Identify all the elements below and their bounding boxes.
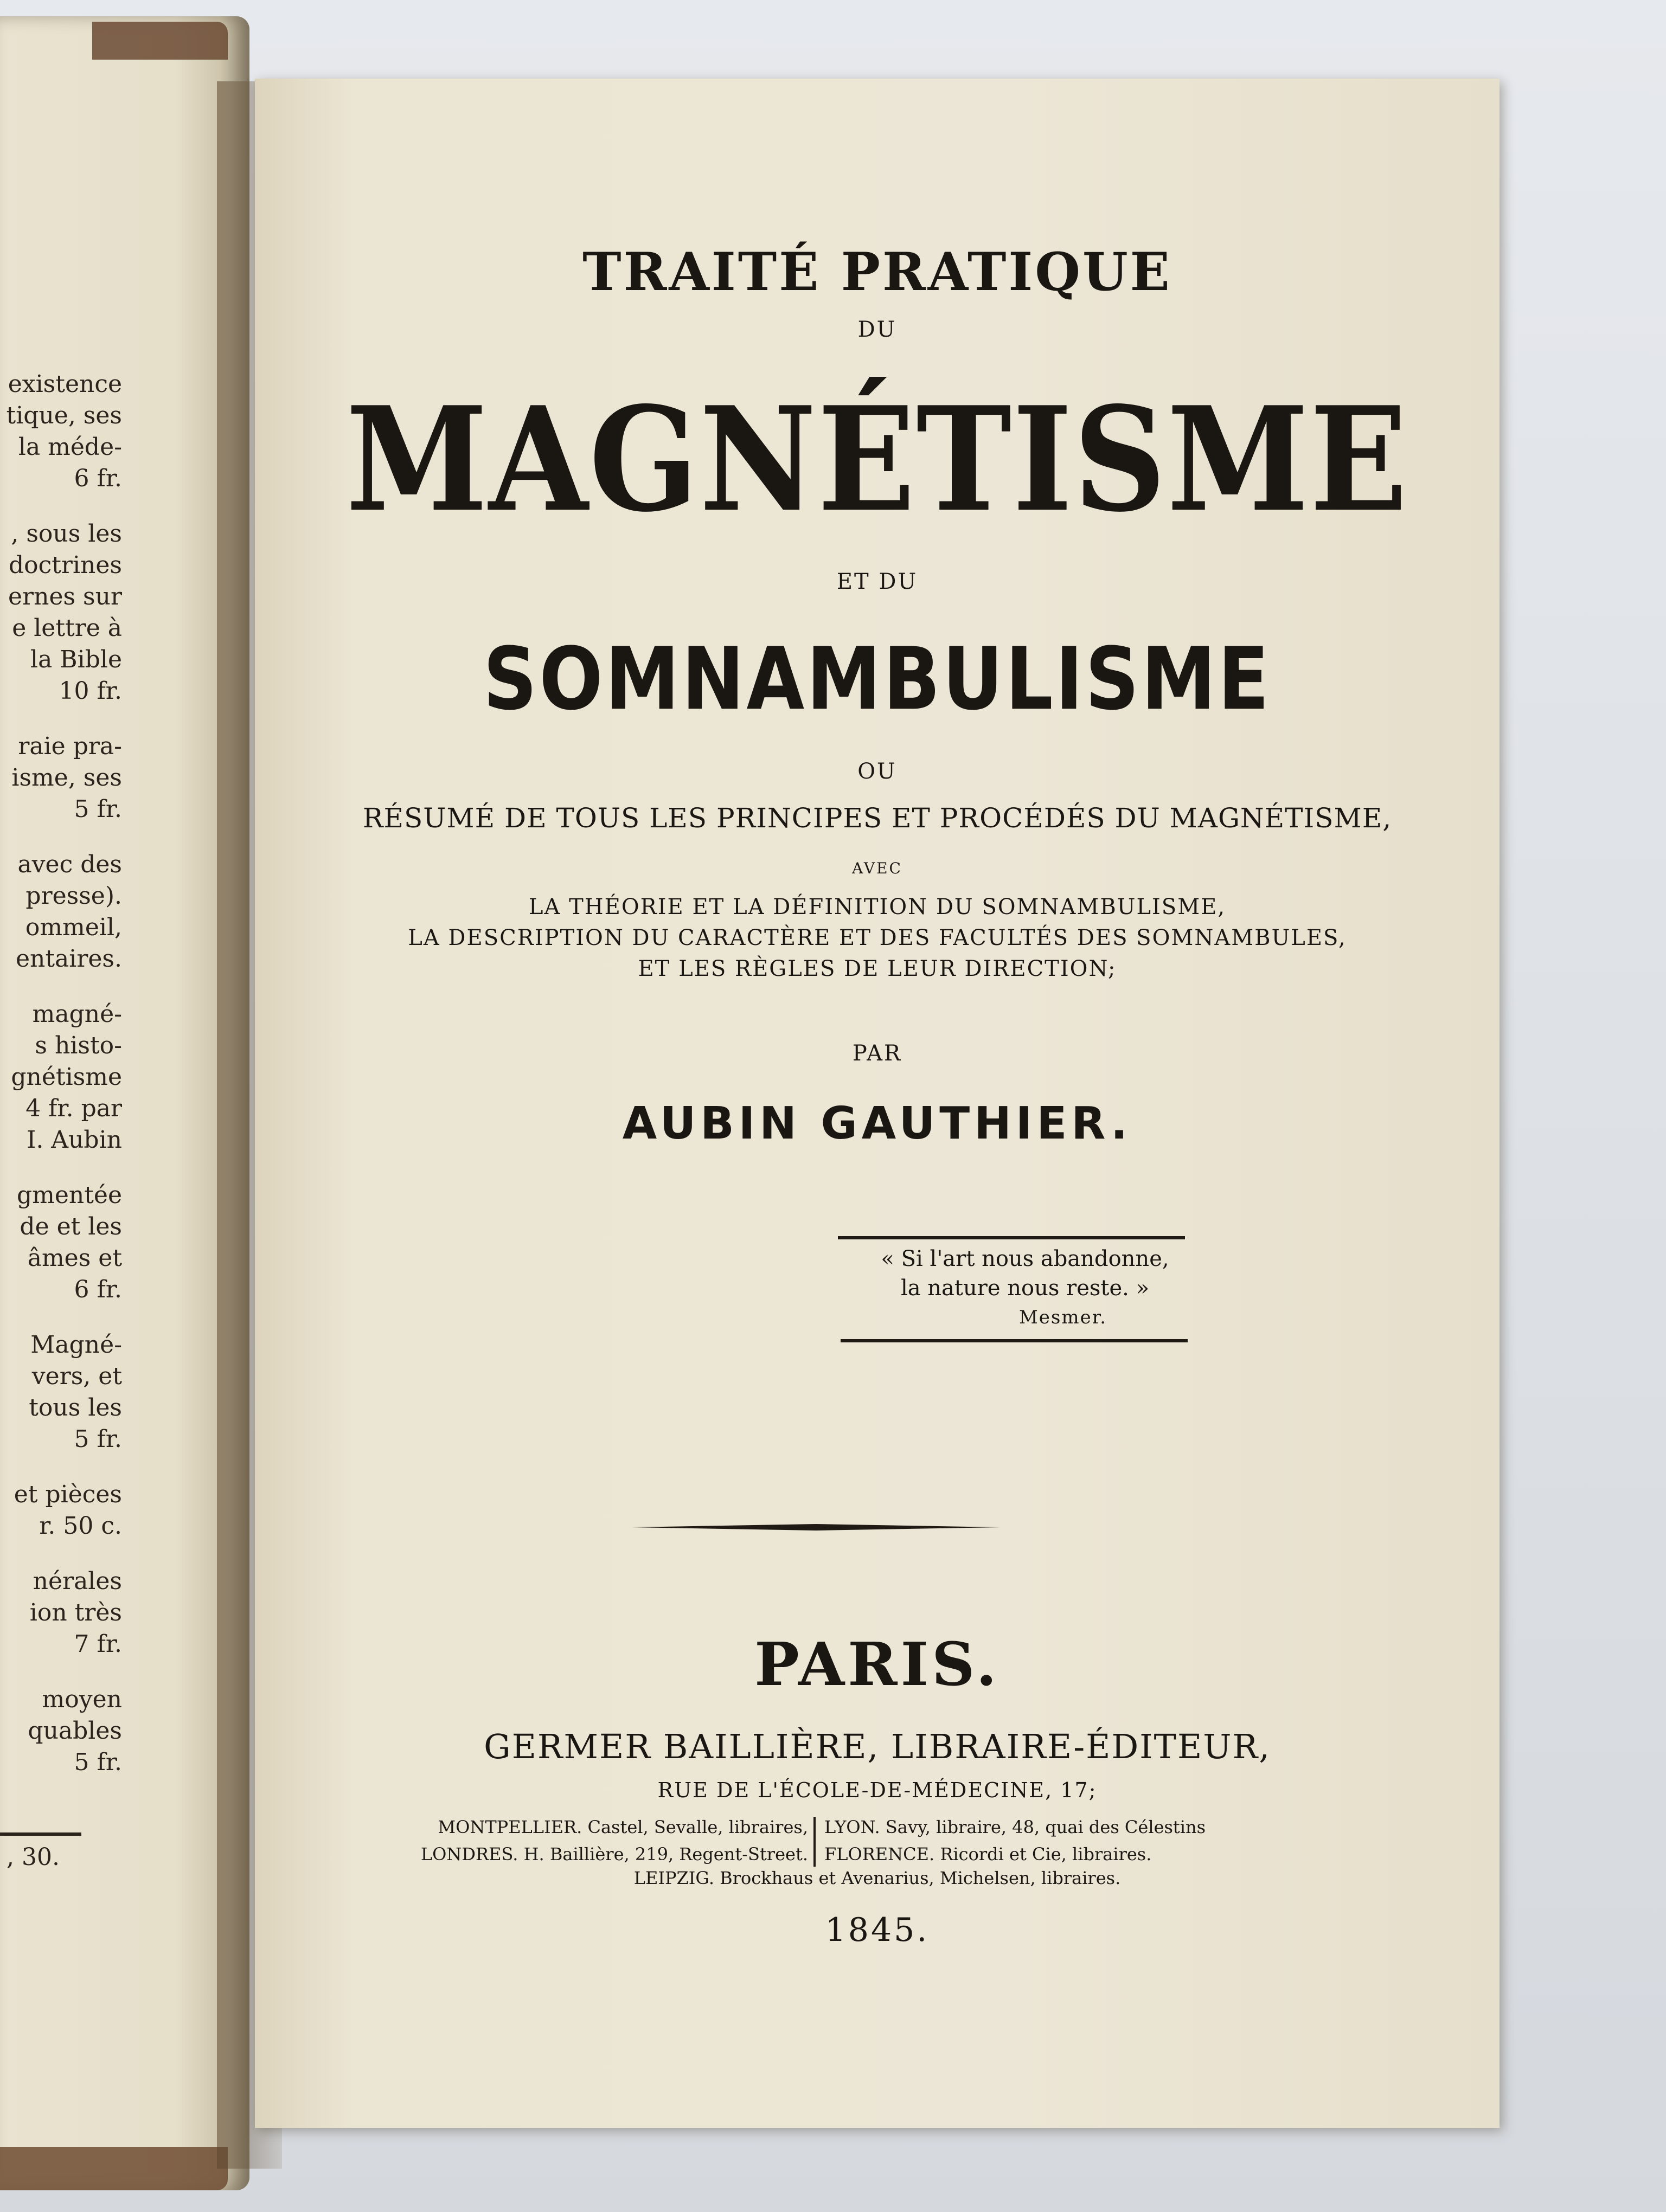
epigraph-author: Mesmer.	[1018, 1307, 1107, 1328]
left-text-line: 5 fr.	[74, 795, 122, 823]
left-text-line: s histo-	[35, 1032, 122, 1059]
left-text-line: moyen	[42, 1686, 122, 1713]
agent-lyon: LYON. Savy, libraire, 48, quai des Célestins	[824, 1817, 1206, 1837]
left-page-rule	[0, 1832, 81, 1836]
left-text-line: entaires.	[15, 945, 122, 973]
imprint-year: 1845.	[825, 1911, 930, 1949]
left-text-line: gnétisme	[11, 1063, 122, 1091]
epigraph	[879, 1244, 1171, 1332]
left-text-line: nérales	[33, 1567, 122, 1595]
agent-florence: FLORENCE. Ricordi et Cie, libraires.	[824, 1844, 1152, 1864]
epigraph-rule-bottom	[841, 1339, 1188, 1342]
epigraph-line-2: la nature nous reste. »	[900, 1276, 1150, 1301]
left-text-line: la méde-	[18, 433, 122, 461]
left-text-line: ernes sur	[8, 583, 122, 610]
left-text-line: gmentée	[16, 1181, 122, 1209]
connector-ou: OU	[857, 759, 897, 784]
subtitle-line-description: LA DESCRIPTION DU CARACTÈRE ET DES FACULTÉS DES SOMNAMBULES,	[408, 925, 1347, 950]
left-text-line: avec des	[17, 851, 122, 878]
epigraph-rule-top	[838, 1236, 1185, 1239]
epigraph-line-1: « Si l'art nous abandonne,	[881, 1246, 1169, 1271]
imprint-city: PARIS.	[754, 1629, 1000, 1699]
left-text-line: presse).	[25, 882, 122, 910]
left-text-line: ion très	[29, 1599, 122, 1626]
agent-londres: LONDRES. H. Baillière, 219, Regent-Street.	[420, 1844, 808, 1864]
imprint-publisher: GERMER BAILLIÈRE, LIBRAIRE-ÉDITEUR,	[484, 1727, 1271, 1766]
left-text-block	[0, 1566, 122, 1660]
agents-left	[390, 1814, 808, 1868]
connector-du: DU	[857, 317, 897, 342]
left-text-line: 5 fr.	[74, 1748, 122, 1776]
left-page-footer: , 30.	[7, 1843, 60, 1871]
left-text-line: e lettre à	[12, 614, 122, 642]
subtitle-line-regles: ET LES RÈGLES DE LEUR DIRECTION;	[638, 956, 1117, 981]
left-text-line: tique, ses	[6, 402, 122, 429]
left-text-line: âmes et	[27, 1244, 122, 1272]
second-title: SOMNAMBULISME	[483, 629, 1272, 730]
ornamental-rule	[632, 1521, 1001, 1534]
author-name: AUBIN GAUTHIER.	[622, 1098, 1132, 1149]
left-text-line: 10 fr.	[59, 677, 122, 705]
left-text-line: et pièces	[14, 1481, 122, 1508]
main-title: MAGNÉTISME	[345, 375, 1409, 544]
left-text-block	[0, 518, 122, 707]
left-text-line: Magné-	[30, 1331, 122, 1359]
subtitle-line-theorie: LA THÉORIE ET LA DÉFINITION DU SOMNAMBULISME,	[528, 895, 1226, 919]
connector-et-du: ET DU	[836, 569, 918, 594]
left-text-line: 7 fr.	[74, 1630, 122, 1658]
agents-right	[824, 1814, 1367, 1868]
left-text-line: ommeil,	[25, 914, 122, 941]
left-text-block	[0, 1180, 122, 1306]
left-text-line: tous les	[29, 1394, 122, 1422]
left-text-line: r. 50 c.	[39, 1512, 122, 1540]
left-text-line: vers, et	[31, 1362, 122, 1390]
connector-avec: AVEC	[852, 859, 902, 877]
left-text-block	[0, 1479, 122, 1542]
left-text-line: existence	[8, 370, 122, 398]
subtitle: RÉSUMÉ DE TOUS LES PRINCIPES ET PROCÉDÉS DU MAGNÉTISME,	[362, 802, 1392, 834]
left-text-line: la Bible	[30, 646, 122, 673]
imprint-address: RUE DE L'ÉCOLE-DE-MÉDECINE, 17;	[657, 1778, 1097, 1802]
left-text-line: de et les	[20, 1213, 122, 1240]
left-text-line: quables	[28, 1717, 122, 1745]
left-text-block	[0, 1329, 122, 1455]
left-text-block	[0, 731, 122, 825]
left-text-line: doctrines	[8, 551, 122, 579]
left-text-line: isme, ses	[11, 764, 122, 792]
left-page-text	[0, 369, 122, 1802]
left-text-line: I. Aubin	[26, 1126, 122, 1154]
left-text-block	[0, 849, 122, 975]
left-text-block	[0, 369, 122, 494]
left-text-block	[0, 1684, 122, 1778]
left-text-line: 6 fr.	[74, 1276, 122, 1303]
title-page	[255, 79, 1500, 2128]
agent-leipzig: LEIPZIG. Brockhaus et Avenarius, Michelsen, libraires.	[633, 1868, 1121, 1888]
left-text-line: magné-	[32, 1000, 122, 1028]
binding-top	[92, 22, 228, 60]
left-text-line: 6 fr.	[74, 465, 122, 492]
agents-separator	[813, 1817, 816, 1867]
left-text-line: 5 fr.	[74, 1425, 122, 1453]
title-line-1: TRAITÉ PRATIQUE	[582, 241, 1172, 303]
connector-par: PAR	[852, 1041, 902, 1066]
agent-montpellier: MONTPELLIER. Castel, Sevalle, libraires,	[438, 1817, 808, 1837]
left-text-line: raie pra-	[18, 732, 122, 760]
left-text-line: , sous les	[11, 520, 122, 548]
left-text-line: 4 fr. par	[25, 1095, 122, 1122]
left-text-block	[0, 999, 122, 1156]
binding-bottom	[0, 2147, 228, 2190]
